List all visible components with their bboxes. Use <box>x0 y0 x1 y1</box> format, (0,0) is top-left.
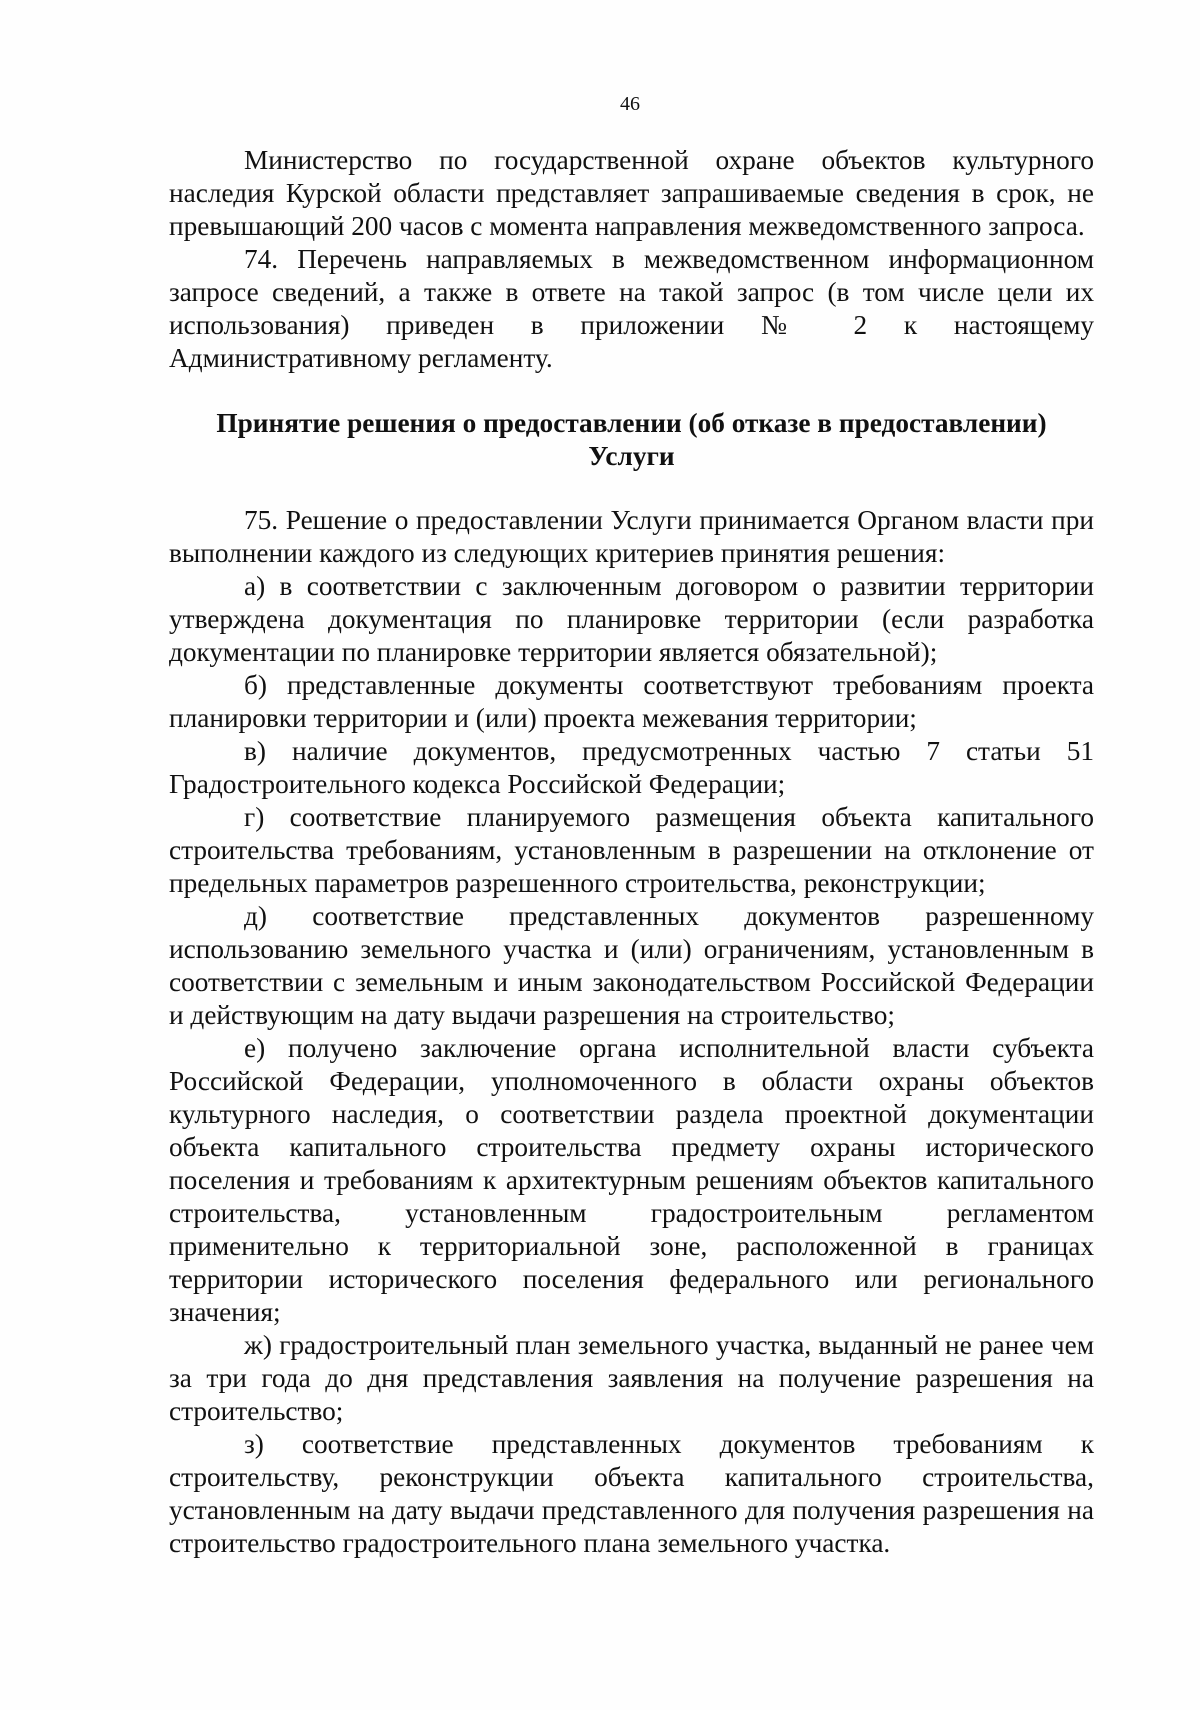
criterion-d: д) соответствие представленных документов разрешенному использованию земельного участка и (или) ограничениям, установленным в соответствии с земельным и иным законодательством Российской Федерации и действующим на дату выдачи разрешения на строительство; <box>169 901 1094 1030</box>
criterion-v: в) наличие документов, предусмотренных частью 7 статьи 51 Градостроительного кодекса Российской Федерации; <box>169 736 1094 799</box>
section-heading-line-1: Принятие решения о предоставлении (об отказе в предоставлении) <box>216 408 1047 438</box>
criterion-zh: ж) градостроительный план земельного участка, выданный не ранее чем за три года до дня представления заявления на получение разрешения на строительство; <box>169 1330 1094 1426</box>
section-heading-line-2: Услуги <box>588 441 675 471</box>
document-body <box>169 144 1094 1560</box>
criterion-e: е) получено заключение органа исполнительной власти субъекта Российской Федерации, уполномоченного в области охраны объектов культурного наследия, о соответствии раздела проектной документации объекта капитального строительства предмету охраны исторического поселения и требованиям к архитектурным решениям объектов капитального строительства, установленным градостроительным регламентом применительно к территориальной зоне, расположенной в границах территории исторического поселения федерального или регионального значения; <box>169 1033 1094 1327</box>
paragraph-74: 74. Перечень направляемых в межведомственном информационном запросе сведений, а также в ответе на такой запрос (в том числе цели их использования) приведен в приложении № 2 к настоящему Административному регламенту. <box>169 244 1094 373</box>
criterion-z: з) соответствие представленных документов требованиям к строительству, реконструкции объекта капитального строительства, установленным на дату выдачи представленного для получения разрешения на строительство градостроительного плана земельного участка. <box>169 1429 1094 1558</box>
section-heading <box>169 407 1094 473</box>
page-number: 46 <box>620 93 640 115</box>
criterion-g: г) соответствие планируемого размещения объекта капитального строительства требованиям, установленным в разрешении на отклонение от предельных параметров разрешенного строительства, реконструкции; <box>169 802 1094 898</box>
criterion-a: а) в соответствии с заключенным договором о развитии территории утверждена документация по планировке территории (если разработка документации по планировке территории является обязательной); <box>169 571 1094 667</box>
criterion-b: б) представленные документы соответствуют требованиям проекта планировки территории и (или) проекта межевания территории; <box>169 670 1094 733</box>
paragraph-ministry-response: Министерство по государственной охране объектов культурного наследия Курской области представляет запрашиваемые сведения в срок, не превышающий 200 часов с момента направления межведомственного запроса. <box>169 145 1094 241</box>
paragraph-75: 75. Решение о предоставлении Услуги принимается Органом власти при выполнении каждого из следующих критериев принятия решения: <box>169 505 1094 568</box>
